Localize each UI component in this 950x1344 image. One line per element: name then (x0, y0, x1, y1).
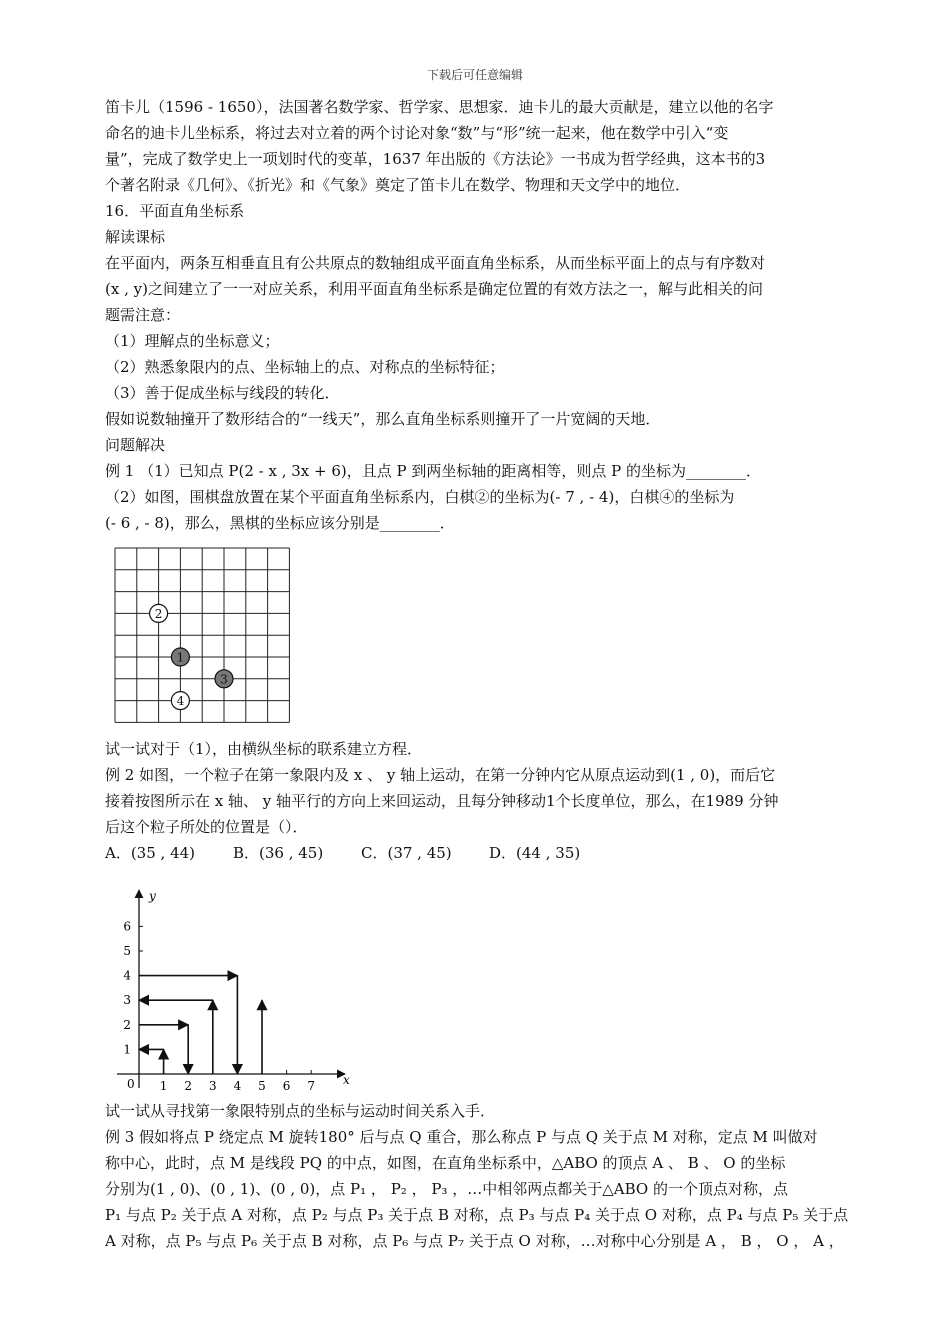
example-3-line-5: A 对称，点 P₅ 与点 P₆ 关于点 B 对称，点 P₆ 与点 P₇ 关于点 O 对称，…对称中心分别是 A ， B ， O ， A ， (105, 1232, 844, 1250)
list-item: （2）熟悉象限内的点、坐标轴上的点、对称点的坐标特征； (105, 358, 505, 376)
x-tick-label: 6 (282, 1079, 291, 1092)
y-axis-label: y (149, 889, 156, 903)
hint-line: 试一试从寻找第一象限特别点的坐标与运动时间关系入手． (105, 1102, 496, 1120)
go-stone-label: 1 (176, 650, 185, 665)
example-3-line-3: 分别为(1 , 0)、(0 , 1)、(0 , 0)，点 P₁ ， P₂ ， P₃ ，…中相邻两点都关于△ABO 的一个顶点对称，点 (105, 1180, 788, 1198)
choice-list (105, 840, 850, 866)
go-stone-label: 3 (220, 672, 228, 687)
y-tick-label: 5 (123, 944, 131, 958)
body-line: 在平面内，两条互相垂直且有公共原点的数轴组成平面直角坐标系，从而坐标平面上的点与有序数对 (105, 254, 766, 272)
go-stone-label: 2 (154, 606, 163, 621)
body-line: 假如说数轴撞开了数形结合的“一线天”，那么直角坐标系则撞开了一片宽阔的天地． (105, 410, 661, 428)
x-tick-label: 4 (233, 1079, 242, 1092)
subsection-title: 解读课标 (105, 228, 166, 246)
go-stone-label: 4 (176, 694, 185, 709)
example-3-line-4: P₁ 与点 P₂ 关于点 A 对称，点 P₂ 与点 P₃ 关于点 B 对称，点 P₃ 与点 P₄ 关于点 O 对称，点 P₄ 与点 P₅ 关于点 (105, 1206, 849, 1224)
y-tick-label: 6 (123, 919, 131, 934)
page-header: 下载后可任意编辑 (426, 68, 523, 82)
example-1-part-2-cont: (- 6 , - 8)，那么，黑棋的坐标应该分别是________． (105, 514, 455, 532)
y-tick-label: 2 (123, 1017, 131, 1032)
body-line: 题需注意： (105, 306, 181, 324)
subsection-title: 问题解决 (105, 436, 166, 454)
y-tick-label: 1 (123, 1042, 131, 1057)
y-tick-label: 4 (123, 968, 131, 983)
coordinate-axes (117, 889, 350, 1091)
axis-ticks (123, 919, 315, 1092)
particle-path (139, 976, 262, 1074)
example-1-part-1: 例 1 （1）已知点 P(2 - x , 3x + 6)，且点 P 到两坐标轴的距离相等，则点 P 的坐标为________． (105, 462, 762, 480)
intro-line-4: 个著名附录《几何》、《折光》和《气象》奠定了笛卡儿在数学、物理和天文学中的地位． (105, 176, 691, 194)
x-tick-label: 3 (208, 1079, 217, 1092)
section-title: 16．平面直角坐标系 (105, 202, 245, 220)
body-line: (x , y)之间建立了一一对应关系，利用平面直角坐标系是确定位置的有效方法之一，解与此相关的问 (105, 280, 763, 298)
hint-line: 试一试对于（1），由横纵坐标的联系建立方程． (105, 740, 423, 758)
particle-path-figure (109, 882, 359, 1092)
x-tick-label: 1 (159, 1079, 168, 1092)
example-1-part-2: （2）如图，围棋盘放置在某个平面直角坐标系内，白棋②的坐标为(- 7 , - 4)，白棋④的坐标为 (105, 488, 735, 506)
example-3-line-2: 称中心，此时，点 M 是线段 PQ 的中点，如图，在直角坐标系中，△ABO 的顶点 A 、 B 、 O 的坐标 (105, 1154, 786, 1172)
go-board-figure (113, 546, 293, 728)
example-2-line-2: 接着按图所示在 x 轴、 y 轴平行的方向上来回运动，且每分钟移动1个长度单位，那么，在1989 分钟 (105, 792, 779, 810)
list-item: （1）理解点的坐标意义； (105, 332, 280, 350)
intro-line-1: 笛卡儿（1596 - 1650），法国著名数学家、哲学家、思想家．迪卡儿的最大贡献是，建立以他的名字 (105, 98, 774, 116)
x-tick-label: 5 (258, 1079, 266, 1092)
choice-b[interactable]: B．(36 , 45) (233, 844, 324, 862)
example-2-line-3: 后这个粒子所处的位置是（）． (105, 818, 308, 836)
choice-d[interactable]: D．(44 , 35) (489, 844, 581, 862)
choice-c[interactable]: C．(37 , 45) (361, 844, 452, 862)
x-tick-label: 7 (307, 1079, 316, 1092)
choice-a[interactable]: A．(35 , 44) (105, 844, 196, 862)
example-2-line-1: 例 2 如图，一个粒子在第一象限内及 x 、 y 轴上运动，在第一分钟内它从原点运动到(1 , 0)，而后它 (105, 766, 776, 784)
x-tick-label: 2 (184, 1079, 193, 1092)
intro-line-3: 量”，完成了数学史上一项划时代的变革，1637 年出版的《方法论》一书成为哲学经典，这本书的3 (105, 150, 766, 168)
x-axis-label: x (343, 1073, 350, 1087)
list-item: （3）善于促成坐标与线段的转化． (105, 384, 340, 402)
intro-line-2: 命名的迪卡儿坐标系，将过去对立着的两个讨论对象“数”与“形”统一起来，他在数学中引入“变 (105, 124, 729, 142)
go-board-grid (115, 548, 289, 722)
document-body (105, 94, 850, 1254)
example-3-line-1: 例 3 假如将点 P 绕定点 M 旋转180° 后与点 Q 重合，那么称点 P 与点 Q 关于点 M 对称，定点 M 叫做对 (105, 1128, 818, 1146)
origin-label: 0 (127, 1077, 135, 1091)
y-tick-label: 3 (123, 993, 131, 1008)
